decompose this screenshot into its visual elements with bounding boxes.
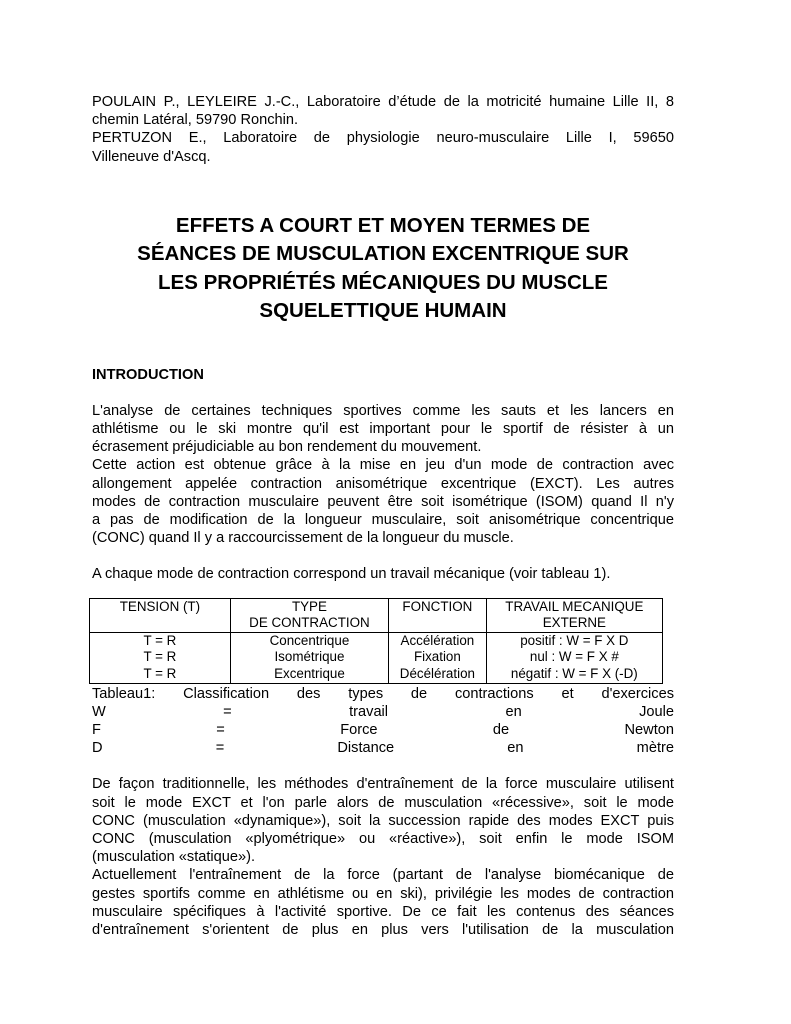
table-header-cell: [389, 598, 487, 632]
table-cell-fonction: [389, 632, 487, 683]
cell-text: négatif : W = F X (-D): [510, 666, 638, 682]
cell-text: T = R: [143, 632, 177, 648]
text-line: modes de contraction musculaire peuvent être soit isométrique (ISOM) quand Il n'y: [92, 493, 674, 510]
text-line: soit le mode EXCT et l'on parle alors de musculation «récessive», soit le mode: [92, 794, 674, 811]
table-cell-travail: [486, 632, 662, 683]
cell-text: Accélération: [400, 632, 475, 648]
text-line: musculaire spécifiques à l'activité sportive. De ce fait les contenus des séances: [92, 903, 674, 920]
text-line: d'entraînement s'orientent de plus en plus vers l'utilisation de la musculation: [92, 922, 674, 939]
text-line: Cette action est obtenue grâce à la mise en jeu d'un mode de contraction avec: [92, 457, 674, 474]
title-line: SQUELETTIQUE HUMAIN: [259, 299, 507, 323]
title-line: SÉANCES DE MUSCULATION EXCENTRIQUE SUR: [137, 242, 629, 266]
table-header-cell: [90, 598, 231, 632]
header-text: TYPE: [291, 598, 327, 614]
cell-text: Excentrique: [274, 666, 345, 682]
text-line: A chaque mode de contraction correspond un travail mécanique (voir tableau 1).: [92, 566, 611, 583]
document-page: [92, 93, 674, 939]
cell-text: T = R: [143, 666, 177, 682]
legend-line: F = Force de Newton: [92, 722, 674, 739]
table-caption: Tableau1: Classification des types de contractions et d'exercices: [92, 685, 674, 702]
legend-line: W = travail en Joule: [92, 703, 674, 720]
cell-text: nul : W = F X #: [529, 649, 619, 665]
table-cell-tension: [90, 632, 231, 683]
text-line: CONC (musculation «plyométrique» ou «réactive»), soit enfin le mode ISOM: [92, 831, 674, 848]
title-line: LES PROPRIÉTÉS MÉCANIQUES DU MUSCLE: [158, 270, 608, 294]
document-title: [92, 212, 674, 326]
header-text: DE CONTRACTION: [249, 615, 370, 631]
legend-line: D = Distance en mètre: [92, 740, 674, 757]
text-line: chemin Latéral, 59790 Ronchin.: [92, 112, 299, 129]
text-line: a pas de modification de la longueur musculaire, soit anisométrique concentrique: [92, 512, 674, 529]
text-line: De façon traditionnelle, les méthodes d'entraînement de la force musculaire utilisent: [92, 776, 674, 793]
paragraph-4: [92, 866, 674, 939]
header-text: TENSION (T): [119, 598, 201, 614]
text-line: allongement appelée contraction anisométrique excentrique (EXCT). Les autres: [92, 475, 674, 492]
text-line: (CONC) quand Il y a raccourcissement de la longueur du muscle.: [92, 530, 514, 547]
table-header-row: [90, 598, 663, 632]
table-intro: [92, 565, 674, 583]
text-line: Actuellement l'entraînement de la force (partant de l'analyse biomécanique de: [92, 867, 674, 884]
table-cell-type: [230, 632, 388, 683]
cell-text: positif : W = F X D: [520, 632, 629, 648]
intro-paragraph-1: [92, 402, 674, 457]
table-header-cell: [486, 598, 662, 632]
paragraph-3: [92, 775, 674, 866]
header-text: FONCTION: [402, 598, 473, 614]
author-affiliations: [92, 93, 674, 166]
text-line: gestes sportifs comme en athlétisme ou en ski), privilégie les modes de contraction: [92, 885, 674, 902]
intro-paragraph-2: [92, 456, 674, 547]
table-caption-and-legend: [92, 685, 674, 758]
table-header-cell: [230, 598, 388, 632]
cell-text: Isométrique: [274, 649, 345, 665]
cell-text: Concentrique: [269, 632, 350, 648]
text-line: PERTUZON E., Laboratoire de physiologie neuro-musculaire Lille I, 59650: [92, 130, 674, 147]
cell-text: T = R: [143, 649, 177, 665]
header-text: EXTERNE: [542, 615, 606, 631]
text-line: L'analyse de certaines techniques sportives comme les sauts et les lancers en: [92, 402, 674, 419]
text-line: (musculation «statique»).: [92, 849, 256, 866]
text-line: POULAIN P., LEYLEIRE J.-C., Laboratoire d’étude de la motricité humaine Lille II, 8: [92, 94, 674, 110]
title-line: EFFETS A COURT ET MOYEN TERMES DE: [175, 213, 591, 237]
cell-text: Fixation: [413, 649, 461, 665]
section-heading: INTRODUCTION: [92, 366, 204, 383]
text-line: athlétisme ou le ski montre qu'il est important pour le sportif de résister à un: [92, 421, 674, 438]
table-body-row: [90, 632, 663, 683]
cell-text: Décélération: [399, 666, 475, 682]
text-line: écrasement préjudiciable au bon rendement du mouvement.: [92, 439, 482, 456]
contraction-types-table: [89, 598, 663, 684]
text-line: CONC (musculation «dynamique»), soit la succession rapide des modes EXCT puis: [92, 812, 674, 829]
header-text: TRAVAIL MECANIQUE: [505, 598, 644, 614]
text-line: Villeneuve d'Ascq.: [92, 148, 211, 165]
